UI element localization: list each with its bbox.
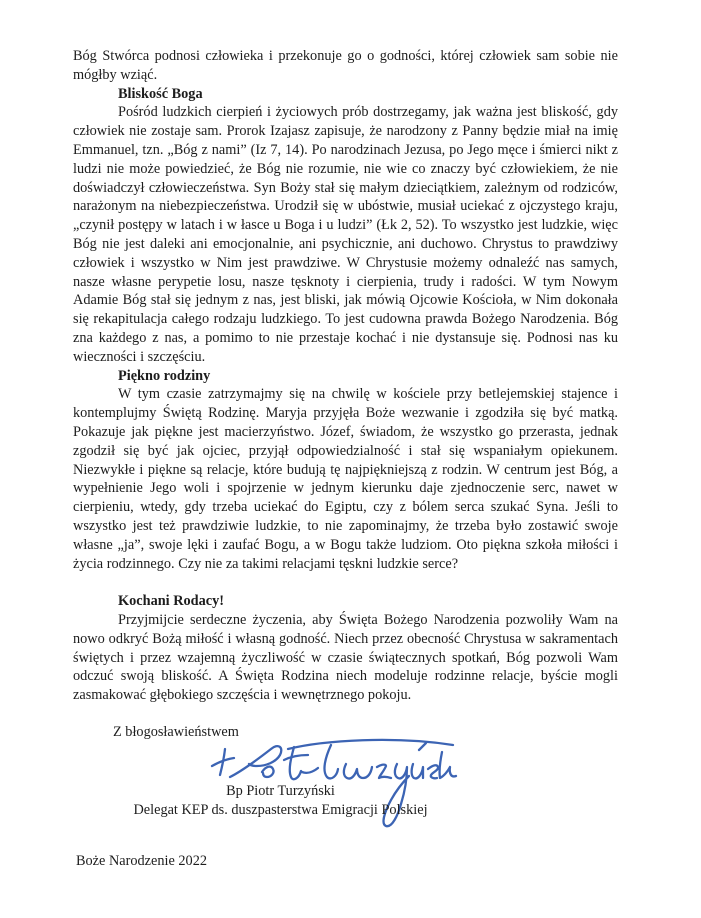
signatory-title: Delegat KEP ds. duszpasterstwa Emigracji Polskiej [133, 801, 428, 818]
section-heading-piekno-rodziny: Piękno rodziny [118, 367, 211, 384]
closing-salutation: Z błogosławieństwem [113, 724, 239, 740]
section-body-piekno-rodziny: W tym czasie zatrzymajmy się na chwilę w kościele przy betlejemskiej stajence i kontemplujmy Świętą Rodzinę. Maryja przyjęła Boże wezwanie i zgodziła się być matką. Pokazuje jak piękne jest macierzyństwo. Józef, świadom, że wszystko go przerasta, jednak zgodził się być jak ojciec, przyjął odpowiedzialność i stał się wspaniałym opiekunem. Niezwykłe i piękne są relacje, które budują tę najpiękniejszą z rodzin. W centrum jest Bóg, a wypełnienie Jego woli i spojrzenie w jednym kierunku daje zjednoczenie serc, nawet w cierpieniu, wtedy, gdy trzeba uciekać do Egiptu, czy z bólem serca szukać Syna. Jeśli to wszystko jest też prawdziwie ludzkie, to nie zapominajmy, że trzeba było zostawić swoje własne „ja”, swoje lęki i zaufać Bogu, a w Bogu także ludziom. Oto piękna szkoła miłości i życia rodzinnego. Czy nie za takimi relacjami tęskni ludzkie serce? [73, 386, 618, 572]
signature-flourish-stroke [288, 740, 453, 749]
section-heading-bliskosc-boga: Bliskość Boga [118, 85, 203, 102]
section-body-bliskosc-boga: Pośród ludzkich cierpień i życiowych prób dostrzegamy, jak ważna jest bliskość, gdy człowiek nie zostaje sam. Prorok Izajasz zapisuje, że narodzony z Panny będzie miał na imię Emmanuel, tzn. „Bóg z nami” (Iz 7, 14). Po narodzinach Jezusa, po Jego męce i śmierci nikt z ludzi nie może powiedzieć, że Bóg nie rozumie, nie wie co znaczy być człowiekiem, że nie doświadczył człowieczeństwa. Syn Boży stał się małym dzieciątkiem, zależnym od rodziców, narażonym na niebezpieczeństwa. Urodził się w ubóstwie, musiał uciekać z ojczystego kraju, „czynił postępy w latach i w łasce u Boga i u ludzi” (Łk 2, 52). To wszystko jest ludzkie, więc Bóg nie jest daleki ani emocjonalnie, ani psychicznie, ani duchowo. Chrystus to prawdziwy człowiek i wszystko w Nim jest prawdziwe. W Chrystusie możemy odnaleźć nas samych, nasze własne perypetie losu, nasze tęsknoty i cierpienia, trudy i radości. W tym Nowym Adamie Bóg stał się jednym z nas, jest bliski, jak mówią Ojcowie Kościoła, w Nim dokonała się rekapitulacja całego rodzaju ludzkiego. To jest cudowna prawda Bożego Narodzenia. Bóg zna każdego z nas, a pomimo to nie przestaje kochać i nie dystansuje się. Podnosi nas ku wieczności i szczęściu. [73, 104, 618, 365]
signatory-name: Bp Piotr Turzyński [226, 783, 335, 799]
signature-turzynski-stroke [440, 752, 456, 778]
date-line: Boże Narodzenie 2022 [76, 853, 208, 869]
signature-piotr-stroke [290, 747, 301, 779]
signature-turzynski-stroke [428, 765, 438, 778]
signature-turzynski-stroke [344, 764, 372, 779]
section-body-kochani-rodacy: Przyjmijcie serdeczne życzenia, aby Święta Bożego Narodzenia pozwoliły Wam na nowo odkryć Bożą miłość i własną godność. Niech przez obecność Chrystusa w sakramentach świętych i przez wzajemną życzliwość w czasie świątecznych spotkań, Bóg pozwoli Wam odczuć swoją bliskość. A Święta Rodzina niech modeluje rodzinne relacje, byście mogli zasmakować głębokiego szczęścia i wewnętrznego pokoju. [73, 611, 618, 704]
signature-piotr-stroke [284, 755, 308, 760]
signature-accent-stroke [419, 743, 426, 750]
signature-turzynski-stroke [324, 745, 338, 778]
section-heading-kochani-rodacy: Kochani Rodacy! [118, 593, 225, 610]
signature-piotr-stroke [302, 768, 318, 773]
signature-turzynski-stroke [412, 764, 423, 778]
paragraph-intro-continuation: Bóg Stwórca podnosi człowieka i przekonuje go o godności, której człowiek sam sobie nie mógłby wziąć. [73, 48, 618, 83]
letter-body [73, 47, 618, 705]
signature-piotr-stroke [262, 767, 274, 777]
signature-turzynski-stroke [377, 765, 391, 778]
signature-block [73, 782, 488, 820]
